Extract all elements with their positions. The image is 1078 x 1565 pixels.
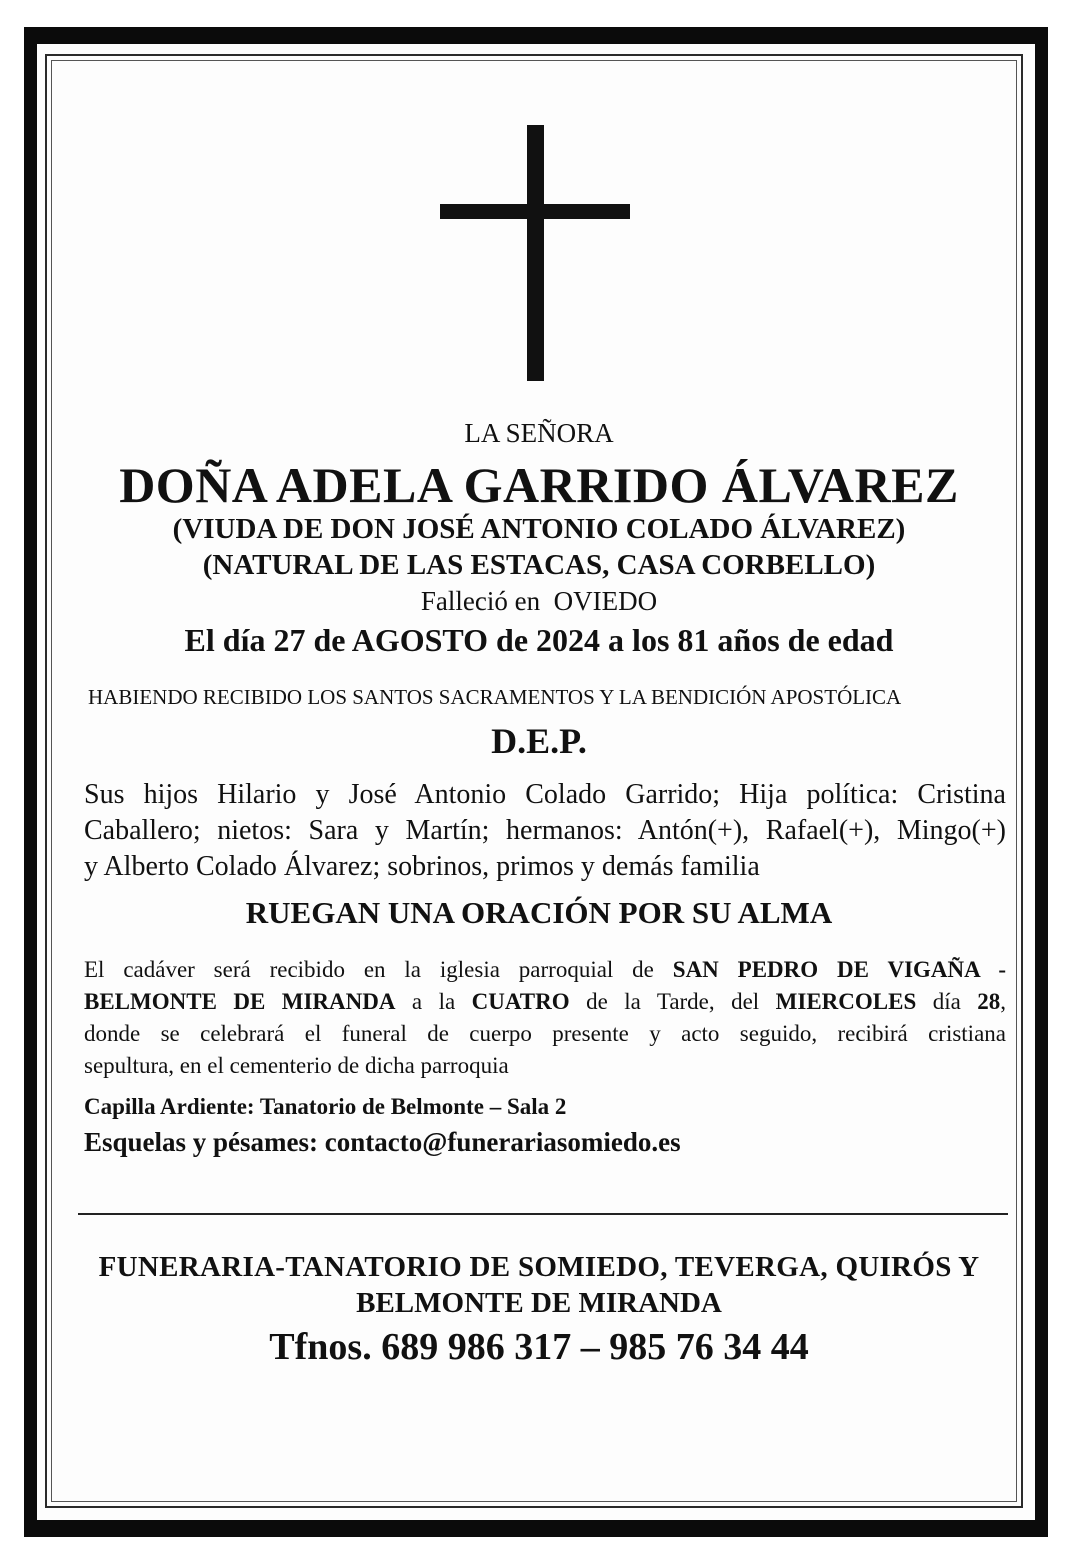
widow-of-line: (VIUDA DE DON JOSÉ ANTONIO COLADO ÁLVAREZ) (172, 513, 906, 545)
native-of-line: (NATURAL DE LAS ESTACAS, CASA CORBELLO) (202, 549, 876, 581)
chapel-line: Capilla Ardiente: Tanatorio de Belmonte – Sala 2 (84, 1094, 567, 1119)
separator-rule (78, 1213, 1008, 1215)
funeral-text: , (1000, 989, 1007, 1014)
funeral-text: El cadáver será recibido en la iglesia parroquial de (84, 957, 673, 982)
prayer-request: RUEGAN UNA ORACIÓN POR SU ALMA (245, 895, 833, 930)
died-in-label: Falleció en (420, 586, 541, 616)
funeral-weekday: MIERCOLES (775, 989, 917, 1014)
funeral-paragraph (84, 954, 1006, 1082)
died-in-line (0, 586, 1078, 617)
cross-horizontal-bar (440, 204, 630, 219)
funeral-line-3: donde se celebrará el funeral de cuerpo presente y acto seguido, recibirá cristiana (84, 1021, 1006, 1046)
family-line-2: Caballero; nietos: Sara y Martín; hermanos: Antón(+), Rafael(+), Mingo(+) (84, 815, 1006, 846)
death-date-line: El día 27 de AGOSTO de 2024 a los 81 años de edad (184, 622, 894, 658)
funeral-hour: CUATRO (471, 989, 570, 1014)
family-paragraph (84, 777, 1006, 885)
funeral-text: de la Tarde, del (569, 989, 776, 1014)
town-name: BELMONTE DE MIRANDA (84, 989, 396, 1014)
deceased-name: DOÑA ADELA GARRIDO ÁLVAREZ (119, 457, 959, 513)
title-prefix: LA SEÑORA (464, 418, 614, 448)
funeral-text: día (916, 989, 978, 1014)
funeral-line-2 (84, 986, 1006, 1018)
company-line-1: FUNERARIA-TANATORIO DE SOMIEDO, TEVERGA, QUIRÓS Y (98, 1251, 980, 1283)
church-name: SAN PEDRO DE VIGAÑA - (672, 957, 1007, 982)
dep-heading: D.E.P. (491, 721, 587, 761)
condolences-line: Esquelas y pésames: contacto@funerariasomiedo.es (84, 1127, 681, 1157)
phone-numbers: Tfnos. 689 986 317 – 985 76 34 44 (269, 1326, 809, 1368)
cross-vertical-bar (527, 125, 544, 381)
funeral-line-1 (84, 954, 1006, 986)
company-line-2: BELMONTE DE MIRANDA (356, 1287, 722, 1319)
funeral-day-number: 28 (977, 989, 1001, 1014)
funeral-text: a la (395, 989, 472, 1014)
sacraments-line: HABIENDO RECIBIDO LOS SANTOS SACRAMENTOS Y LA BENDICIÓN APOSTÓLICA (88, 685, 902, 709)
funeral-line-4: sepultura, en el cementerio de dicha parroquia (84, 1053, 509, 1078)
family-line-3: y Alberto Colado Álvarez; sobrinos, primos y demás familia (84, 851, 760, 882)
family-line-1: Sus hijos Hilario y José Antonio Colado Garrido; Hija política: Cristina (84, 779, 1006, 810)
died-in-place: OVIEDO (553, 586, 658, 616)
